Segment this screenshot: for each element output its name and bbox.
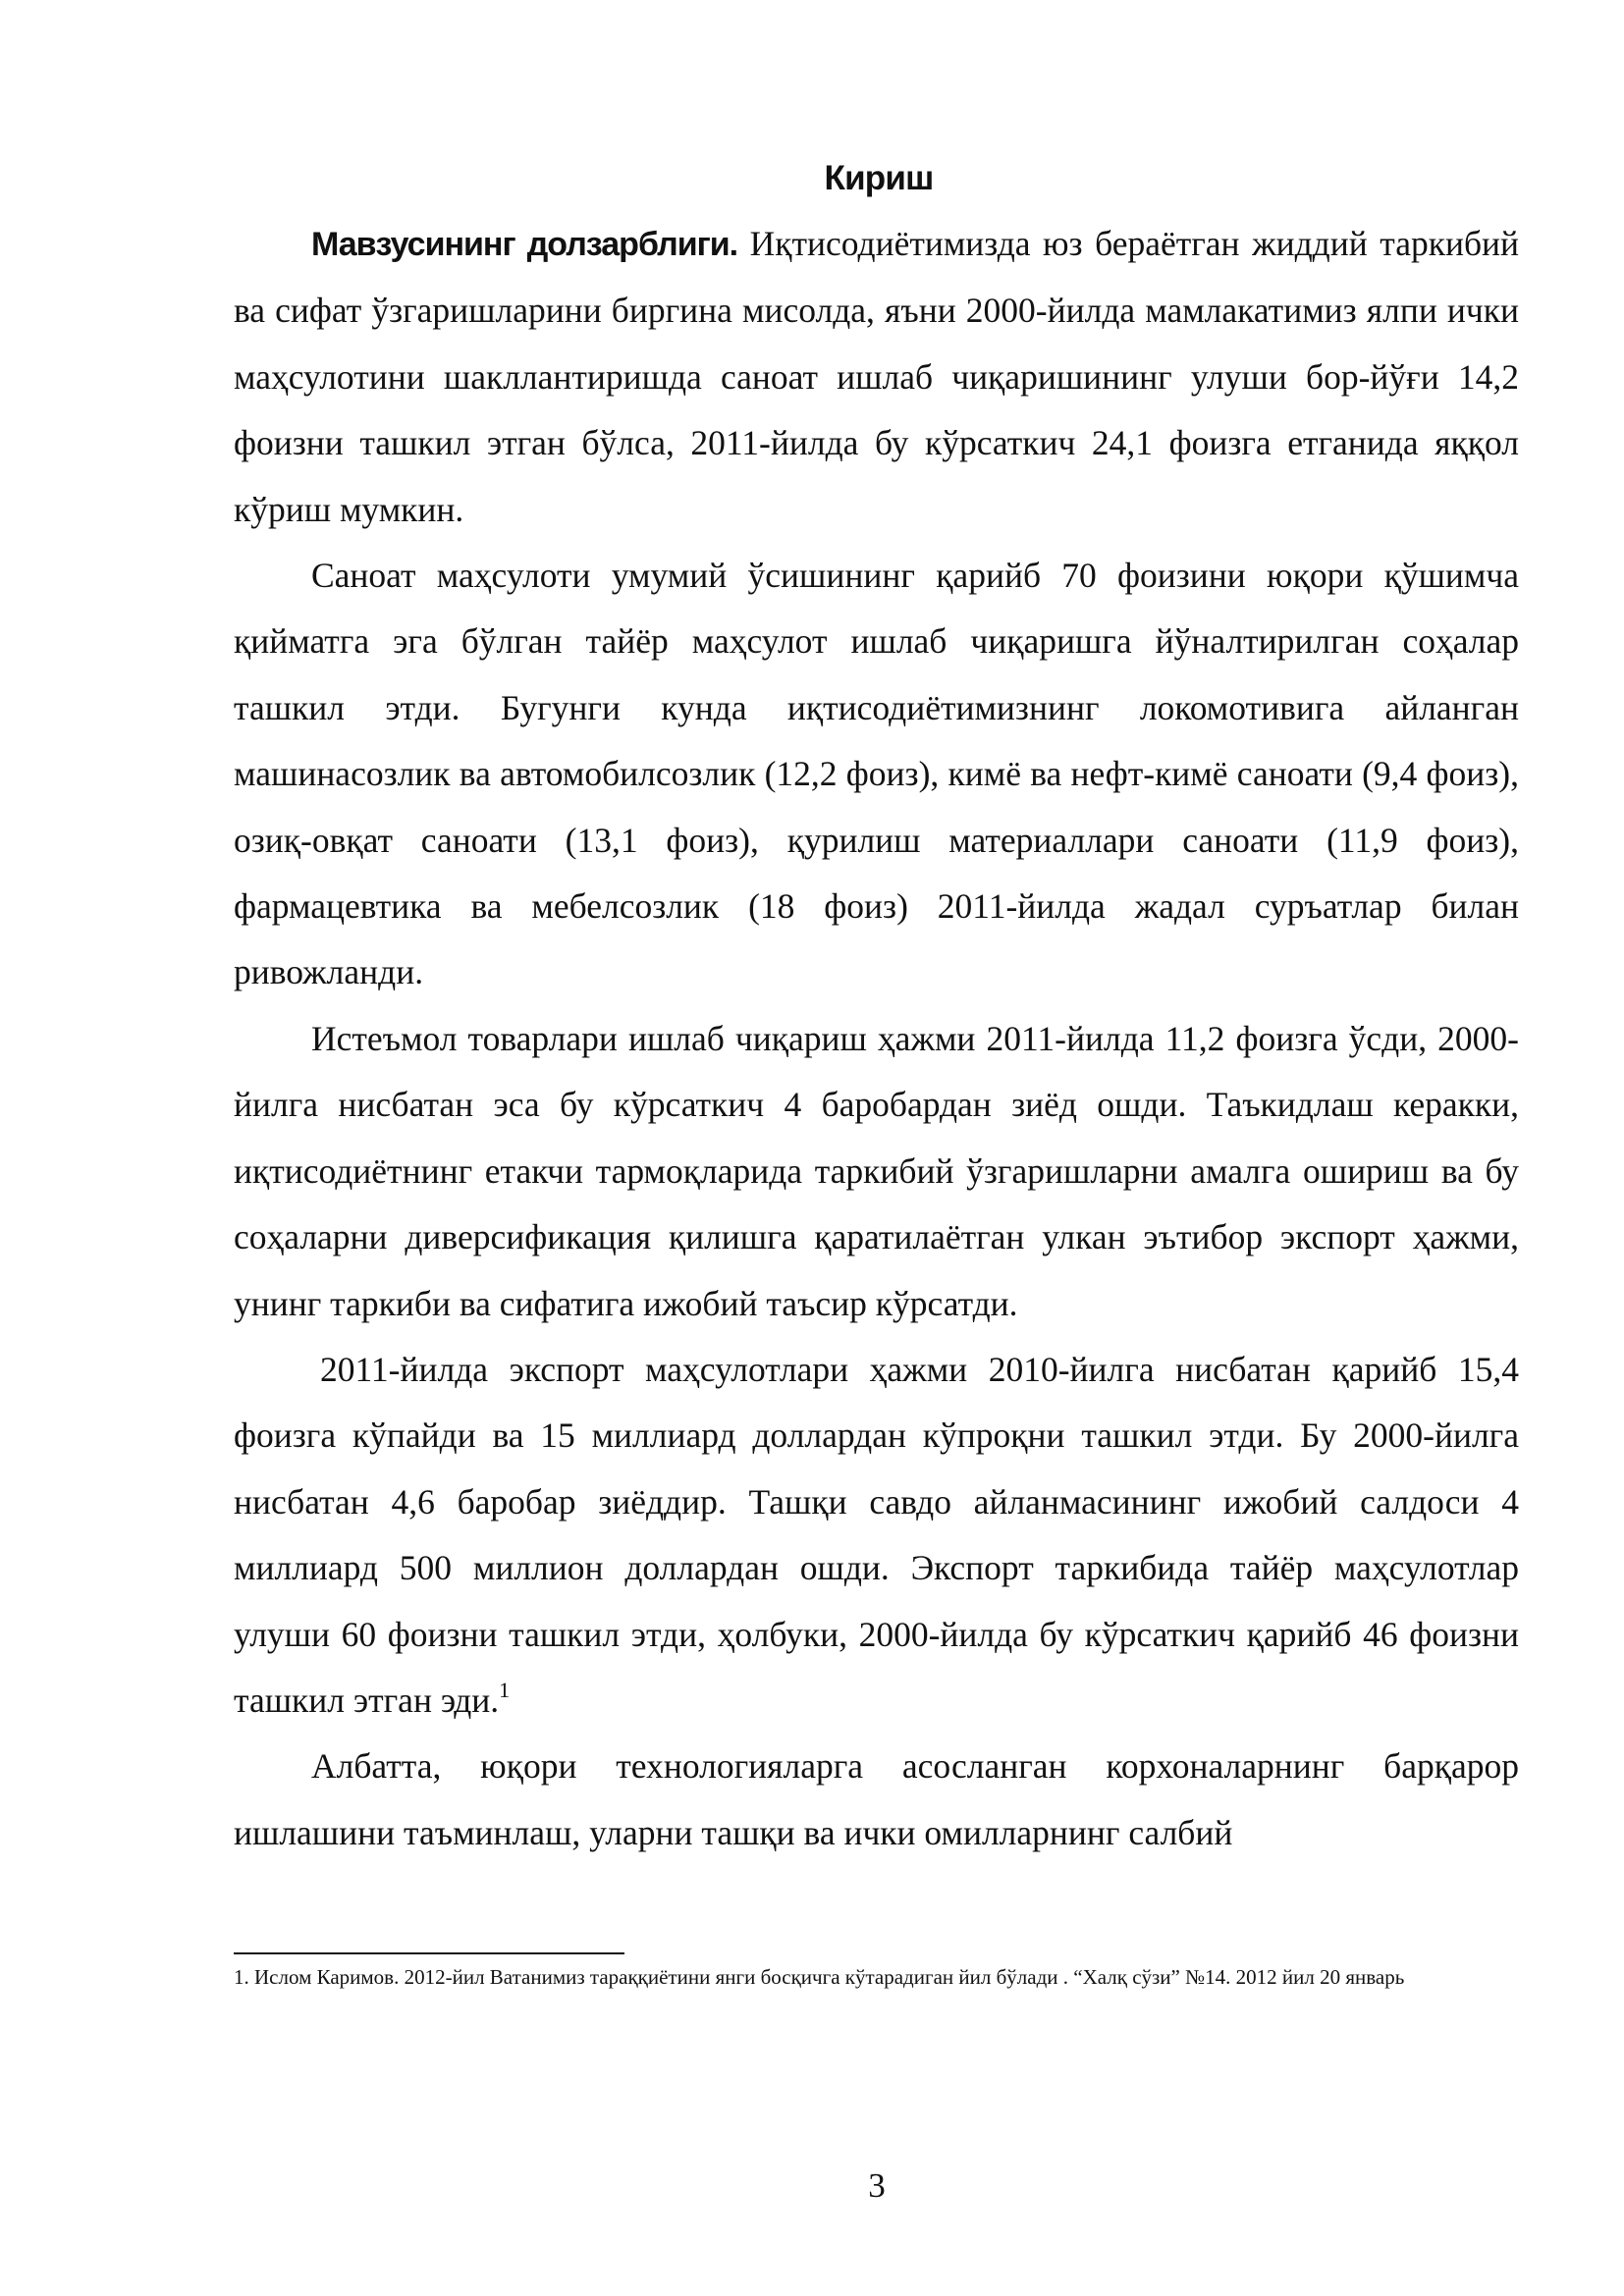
paragraph-lead: Мавзусининг долзарблиги. [311,226,738,263]
section-heading: Кириш [824,159,934,197]
paragraph-technology: Албатта, юқори технологияларга асосланган корхоналарнинг барқарор ишлашини таъминлаш, уларни ташқи ва ички омилларнинг салбий [234,1746,1519,1852]
body-text [234,211,1519,1866]
footnote: 1. Ислом Каримов. 2012-йил Ватанимиз тараққиётини янги босқичга кўтарадиган йил бўлади . “Халқ сўзи” №14. 2012 йил 20 январь [234,1965,1405,1989]
paragraph-text: Иқтисодиётимизда юз бераётган жиддий таркибий ва сифат ўзгаришларини биргина мисолда, яъни 2000-йилда мамлакатимиз ялпи ички маҳсулотини шакллантиришда саноат ишлаб чиқаришининг улуши бор-йўғи 14,2 фоизни ташкил этган бўлса, 2011-йилда бу кўрсаткич 24,1 фоизга етганида яққол кўриш мумкин. [234,224,1520,529]
footnote-reference: 1 [499,1677,511,1702]
paragraph-text: 2011-йилда экспорт маҳсулотлари ҳажми 2010-йилга нисбатан қарийб 15,4 фоизга кўпайди ва 15 миллиард доллардан кўпроқни ташкил этди. Бу 2000-йилга нисбатан 4,6 баробар зиёддир. Ташқи савдо айланмасининг ижобий салдоси 4 миллиард 500 миллион доллардан ошди. Экспорт таркибида тайёр маҳсулотлар улуши 60 фоизни ташкил этди, ҳолбуки, 2000-йилда бу кўрсаткич қарийб 46 фоизни ташкил этган эди. [234,1349,1519,1720]
paragraph-industry-growth: Саноат маҳсулоти умумий ўсишининг қарийб 70 фоизини юқори қўшимча қийматга эга бўлган тайёр маҳсулот ишлаб чиқаришга йўналтирилган соҳалар ташкил этди. Бугунги кунда иқтисодиётимизнинг локомотивига айланган машинасозлик ва автомобилсозлик (12,2 фоиз), кимё ва нефт-кимё саноати (9,4 фоиз), озиқ-овқат саноати (13,1 фоиз), қурилиш материаллари саноати (11,9 фоиз), фармацевтика ва мебелсозлик (18 фоиз) 2011-йилда жадал суръатлар билан ривожланди. [234,556,1519,992]
page-number: 3 [868,2166,886,2205]
paragraph-consumer-goods: Истеъмол товарлари ишлаб чиқариш ҳажми 2011-йилда 11,2 фоизга ўсди, 2000-йилга нисбатан эса бу кўрсаткич 4 баробардан зиёд ошди. Таъкидлаш керакки, иқтисодиётнинг етакчи тармоқларида таркибий ўзгаришларни амалга ошириш ва бу соҳаларни диверсификация қилишга қаратилаётган улкан эътибор экспорт ҳажми, унинг таркиби ва сифатига ижобий таъсир кўрсатди. [234,1018,1519,1323]
footnote-separator [234,1952,624,1954]
paragraph-relevance [234,211,1519,543]
paragraph-export [234,1337,1519,1734]
